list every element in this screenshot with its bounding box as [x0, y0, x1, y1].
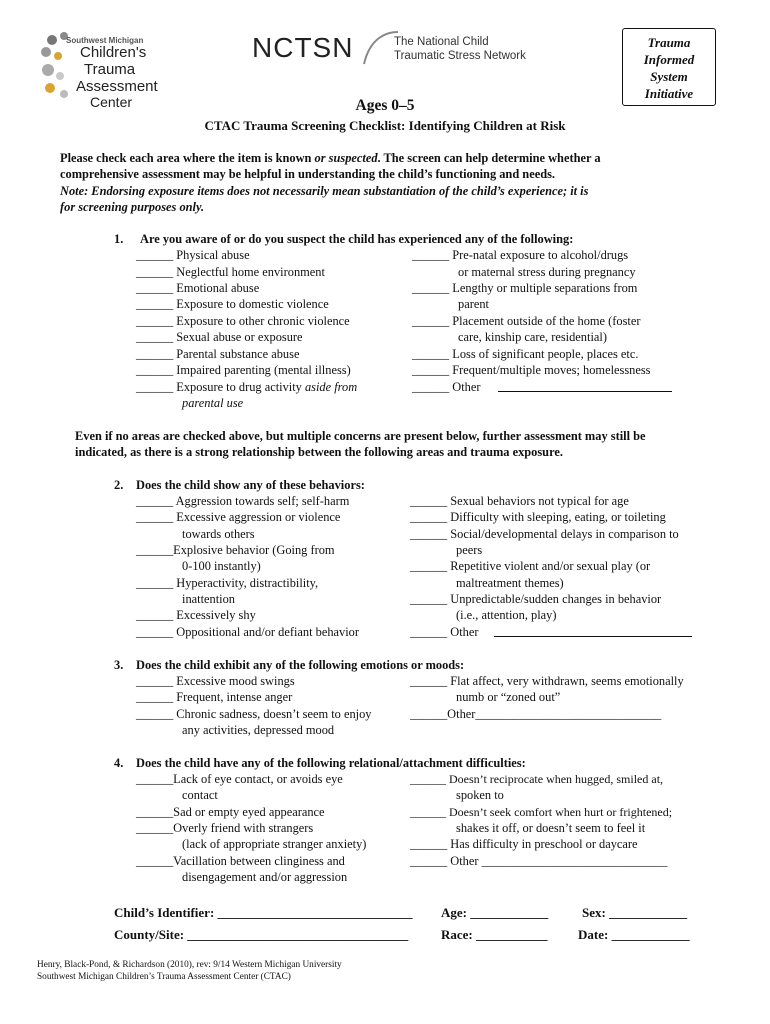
- q1-item[interactable]: ______ Sexual abuse or exposure: [136, 330, 303, 344]
- q1-item[interactable]: ______ Frequent/multiple moves; homelessness: [412, 363, 651, 377]
- q1-other-line[interactable]: [498, 391, 672, 392]
- q1-item[interactable]: ______ Exposure to drug activity aside from: [136, 380, 358, 394]
- q3-item[interactable]: ______ Flat affect, very withdrawn, seems emotionally: [410, 674, 684, 688]
- footer-citation: Henry, Black-Pond, & Richardson (2010), rev: 9/14 Western Michigan University: [37, 960, 342, 970]
- q4-item-cont: (lack of appropriate stranger anxiety): [182, 837, 367, 851]
- q1-item[interactable]: ______ Parental substance abuse: [136, 347, 300, 361]
- q1-item[interactable]: ______ Pre-natal exposure to alcohol/drugs: [412, 248, 629, 262]
- q4-item[interactable]: ______ Doesn’t reciprocate when hugged, smiled at,: [410, 772, 664, 786]
- q2-item[interactable]: ______ Social/developmental delays in comparison to: [410, 527, 679, 541]
- ages-title: Ages 0–5: [355, 97, 415, 114]
- q1-item[interactable]: ______ Exposure to other chronic violence: [136, 314, 350, 328]
- q3-number: 3.: [114, 658, 124, 672]
- q4-item[interactable]: ______ Has difficulty in preschool or daycare: [410, 837, 638, 851]
- q2-item[interactable]: ______ Excessive aggression or violence: [136, 510, 341, 524]
- q1-item[interactable]: ______ Placement outside of the home (foster: [412, 314, 641, 328]
- q4-item-other[interactable]: ______ Other ______________________________: [410, 854, 668, 868]
- nctsn-line1: The National Child: [394, 36, 489, 48]
- q3-item[interactable]: ______ Chronic sadness, doesn’t seem to enjoy: [136, 707, 372, 721]
- q2-item[interactable]: ______Explosive behavior (Going from: [136, 543, 335, 557]
- q1-item[interactable]: ______ Lengthy or multiple separations from: [412, 281, 638, 295]
- q1-item-cont: or maternal stress during pregnancy: [458, 265, 636, 279]
- race-field[interactable]: Race: ___________: [441, 927, 548, 942]
- logo-line1: Southwest Michigan: [66, 36, 144, 45]
- q1-item-cont: care, kinship care, residential): [458, 330, 607, 344]
- q4-item-cont: contact: [182, 788, 218, 802]
- initiative-line2: Informed: [643, 52, 695, 67]
- q3-item-cont: any activities, depressed mood: [182, 723, 335, 737]
- note-line1: Note: Endorsing exposure items does not necessarily mean substantiation of the child’s experience; it is: [60, 184, 589, 198]
- q4-question: Does the child have any of the following relational/attachment difficulties:: [136, 756, 526, 770]
- age-field[interactable]: Age: ____________: [441, 905, 549, 920]
- q2-item-cont: inattention: [182, 592, 235, 606]
- q4-item-cont: spoken to: [456, 788, 504, 802]
- q3-item[interactable]: ______ Frequent, intense anger: [136, 690, 293, 704]
- q1-item-cont: parent: [458, 297, 489, 311]
- q2-item[interactable]: ______ Aggression towards self; self-harm: [136, 494, 350, 508]
- q4-item[interactable]: ______ Doesn’t seek comfort when hurt or frightened;: [410, 805, 673, 819]
- q2-item-cont: peers: [456, 543, 483, 557]
- q1-item[interactable]: ______ Physical abuse: [136, 248, 250, 262]
- logo-line4: Assessment: [76, 78, 158, 95]
- intro-line1: Please check each area where the item is known or suspected. The screen can help determine whether a: [60, 151, 601, 165]
- q1-item[interactable]: ______ Exposure to domestic violence: [136, 297, 329, 311]
- checklist-subtitle: CTAC Trauma Screening Checklist: Identifying Children at Risk: [204, 118, 566, 133]
- q2-item-other[interactable]: ______ Other: [410, 625, 479, 639]
- q3-item-other[interactable]: ______Other______________________________: [410, 707, 662, 721]
- initiative-box: [622, 28, 716, 106]
- q2-number: 2.: [114, 478, 124, 492]
- logo-line2: Children's: [80, 44, 147, 61]
- date-field[interactable]: Date: ____________: [578, 927, 690, 942]
- sex-field[interactable]: Sex: ____________: [582, 905, 688, 920]
- note-line2: for screening purposes only.: [60, 200, 205, 214]
- q2-item-cont: maltreatment themes): [456, 576, 564, 590]
- q2-item-cont: (i.e., attention, play): [456, 608, 557, 622]
- q2-item-cont: 0-100 instantly): [182, 559, 261, 573]
- q2-item[interactable]: ______ Unpredictable/sudden changes in behavior: [410, 592, 662, 606]
- q1-item[interactable]: ______ Impaired parenting (mental illness): [136, 363, 351, 377]
- q2-item[interactable]: ______ Repetitive violent and/or sexual play (or: [410, 559, 651, 573]
- q1-question: Are you aware of or do you suspect the child has experienced any of the following:: [140, 232, 574, 246]
- q2-item[interactable]: ______ Hyperactivity, distractibility,: [136, 576, 319, 590]
- q2-question: Does the child show any of these behaviors:: [136, 478, 365, 492]
- q3-question: Does the child exhibit any of the following emotions or moods:: [136, 658, 465, 672]
- q3-item[interactable]: ______ Excessive mood swings: [136, 674, 295, 688]
- footer-center: Southwest Michigan Children’s Trauma Assessment Center (CTAC): [37, 972, 291, 982]
- nctsn-line2: Traumatic Stress Network: [394, 50, 526, 62]
- logo-line3: Trauma: [84, 61, 136, 78]
- q1-item-other[interactable]: ______ Other: [412, 380, 481, 394]
- q1-item[interactable]: ______ Emotional abuse: [136, 281, 260, 295]
- q3-item-cont: numb or “zoned out”: [456, 690, 561, 704]
- initiative-line4: Initiative: [644, 86, 694, 101]
- q2-item-cont: towards others: [182, 527, 255, 541]
- q2-item[interactable]: ______ Oppositional and/or defiant behavior: [136, 625, 359, 639]
- initiative-line1: Trauma: [647, 35, 691, 50]
- intro-line2: comprehensive assessment may be helpful in understanding the child’s functioning and needs.: [60, 167, 556, 181]
- q1-number: 1.: [114, 232, 124, 246]
- bridge-line2: indicated, as there is a strong relationship between the following areas and trauma exposure.: [75, 445, 563, 459]
- q1-item-cont: parental use: [182, 396, 244, 410]
- initiative-line3: System: [650, 69, 688, 84]
- q4-item-cont: disengagement and/or aggression: [182, 870, 348, 884]
- q4-item[interactable]: ______Sad or empty eyed appearance: [136, 805, 325, 819]
- q4-item-cont: shakes it off, or doesn’t seem to feel it: [456, 821, 646, 835]
- q4-item[interactable]: ______Vacillation between clinginess and: [136, 854, 345, 868]
- nctsn-abbr: NCTSN: [252, 32, 354, 63]
- q4-item[interactable]: ______Lack of eye contact, or avoids eye: [136, 772, 343, 786]
- q4-item[interactable]: ______Overly friend with strangers: [136, 821, 314, 835]
- bridge-line1: Even if no areas are checked above, but multiple concerns are present below, further assessment may still be: [75, 429, 646, 443]
- q2-other-line[interactable]: [494, 636, 692, 637]
- q2-item[interactable]: ______ Difficulty with sleeping, eating, or toileting: [410, 510, 666, 524]
- q2-item[interactable]: ______ Excessively shy: [136, 608, 256, 622]
- county-site-field[interactable]: County/Site: __________________________________: [114, 927, 409, 942]
- q2-item[interactable]: ______ Sexual behaviors not typical for age: [410, 494, 629, 508]
- logo-line5: Center: [90, 94, 133, 110]
- q4-number: 4.: [114, 756, 124, 770]
- q1-item[interactable]: ______ Neglectful home environment: [136, 265, 325, 279]
- q1-item[interactable]: ______ Loss of significant people, places etc.: [412, 347, 639, 361]
- child-identifier-field[interactable]: Child’s Identifier: ______________________________: [114, 905, 413, 920]
- swoosh-icon: [360, 28, 400, 68]
